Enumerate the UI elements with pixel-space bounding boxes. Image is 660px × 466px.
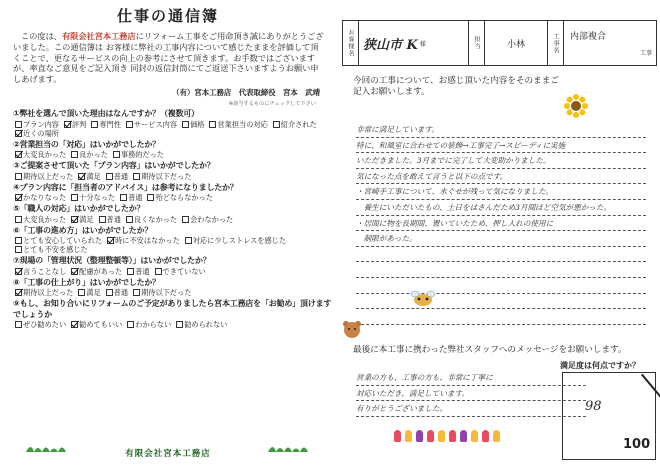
question: [13, 226, 336, 255]
checkbox[interactable]: [15, 216, 22, 223]
option-label: サービス内容: [133, 119, 178, 129]
option-label: 期待以下だった: [141, 171, 192, 181]
checkbox[interactable]: [15, 237, 22, 244]
option-label: 配慮があった: [79, 266, 123, 276]
option-list: [15, 236, 336, 254]
honorific: 様: [419, 40, 426, 48]
tulip-icon: [394, 430, 401, 442]
question-title: ①弊社を選んで頂いた理由はなんですか？（複数可）: [13, 109, 199, 119]
option[interactable]: [15, 245, 88, 254]
checkbox[interactable]: [78, 289, 85, 296]
question: [13, 278, 336, 297]
checkbox[interactable]: [106, 173, 113, 180]
option-label: できていない: [162, 266, 206, 276]
score-max: 100: [623, 437, 651, 452]
option-list: [15, 288, 336, 297]
intro-text: [13, 31, 326, 85]
checked-checkbox[interactable]: [64, 121, 71, 128]
checkbox[interactable]: [120, 194, 127, 201]
checkbox[interactable]: [15, 246, 22, 253]
option-label: 会わなかった: [190, 214, 234, 224]
checkbox[interactable]: [133, 173, 140, 180]
comment-line: ・宮崎手工事について、水ぐせが残って気になりました。: [356, 184, 646, 200]
option[interactable]: [113, 150, 164, 159]
option-label: 言うことなし: [23, 266, 67, 276]
staff-name: 小林: [485, 21, 548, 65]
option[interactable]: [209, 120, 267, 129]
comment-page: [338, 0, 660, 466]
sunflower-icon: [564, 94, 588, 118]
message-line: 対応いただき、満足しています。: [356, 386, 586, 402]
bee-icon: [410, 290, 436, 308]
option-list: [15, 215, 336, 224]
message-prompt: 最後に本工事に携わった弊社スタッフへのメッセージをお願いします。: [353, 345, 627, 355]
option-label: とても安心していられた: [23, 235, 103, 245]
comment-line: 気になった点を敢えて言うと以下の点です。: [356, 169, 646, 185]
option-label: 対応に少しストレスを感じた: [192, 235, 287, 245]
option-label: 満足: [86, 171, 101, 181]
option[interactable]: [15, 215, 66, 224]
option-label: 近くの場所: [23, 128, 59, 138]
checkbox[interactable]: [15, 121, 22, 128]
option[interactable]: [71, 320, 122, 329]
tulip-icon: [449, 430, 456, 442]
checked-checkbox[interactable]: [15, 268, 22, 275]
option-label: 良かった: [79, 150, 108, 160]
question: [13, 299, 336, 329]
option-label: 評判: [71, 119, 87, 129]
tulip-icon: [493, 430, 500, 442]
question-title: ②営業担当の「対応」はいかがでしたか？: [13, 139, 160, 149]
question-title: ⑤「職人の対応」はいかがでしたか？: [13, 204, 145, 214]
option[interactable]: [15, 288, 73, 297]
option-label: 殆どならなかった: [155, 193, 213, 203]
option-list: [15, 150, 336, 159]
checkbox[interactable]: [126, 121, 133, 128]
option-label: 普通: [128, 193, 143, 203]
intro-part2: にリフォーム工事をご用命頂き誠にありがとうございました。この通信簿は お客様に弊社の工事内容について感じたままを評価して頂くことで、更なるサービスの向上の参考にさせて頂きます。お手数ではございますが、率直なご意見をご記入頂き 同封の返信封筒にてご返送下さいますようお願い申しあげます。: [13, 31, 324, 85]
option[interactable]: [91, 120, 121, 129]
option-label: 期待以上だった: [23, 288, 74, 298]
signature: （有）宮本工務店 代表取締役 宮本 武靖: [172, 88, 320, 98]
option-label: 満足: [86, 288, 101, 298]
comment-line: [356, 294, 646, 310]
footer-company: 有限会社宮本工務店: [125, 449, 211, 460]
option[interactable]: [185, 236, 286, 245]
option[interactable]: [15, 193, 66, 202]
question-title: ⑧「工事の仕上がり」はいかがでしたか？: [13, 277, 160, 287]
tulip-icon: [405, 430, 412, 442]
option[interactable]: [71, 193, 115, 202]
staff-label: 担当: [473, 36, 480, 50]
option-label: 良くなかった: [133, 214, 178, 224]
comment-line: [356, 278, 646, 294]
checkbox[interactable]: [127, 268, 134, 275]
score-box: [562, 372, 656, 460]
option[interactable]: [78, 288, 100, 297]
option[interactable]: [127, 320, 171, 329]
option[interactable]: [155, 267, 206, 276]
comment-line: [356, 262, 646, 278]
question: [13, 161, 336, 180]
checkbox[interactable]: [176, 321, 183, 328]
checkbox[interactable]: [71, 194, 78, 201]
option-label: 十分なった: [79, 193, 116, 203]
option[interactable]: [15, 120, 59, 129]
company-name: 有限会社宮本工務店: [61, 31, 136, 41]
option[interactable]: [71, 150, 108, 159]
score-value: 98: [585, 399, 602, 414]
option[interactable]: [15, 320, 66, 329]
bear-icon: [342, 320, 362, 338]
satisfaction-label: 満足度は何点ですか？: [560, 361, 640, 370]
option-label: 営業担当の対応: [217, 119, 268, 129]
checkbox[interactable]: [113, 151, 120, 158]
checkbox[interactable]: [126, 216, 133, 223]
checked-checkbox[interactable]: [107, 237, 114, 244]
option[interactable]: [147, 193, 213, 202]
option-label: 普通: [135, 266, 150, 276]
comment-line: 非常に満足しています。: [356, 122, 646, 138]
checked-checkbox[interactable]: [15, 289, 22, 296]
option-label: ぜひ勧めたい: [23, 319, 67, 329]
option[interactable]: [15, 236, 102, 245]
checked-checkbox[interactable]: [71, 321, 78, 328]
question-title: ③ご提案させて頂いた「プラン内容」はいかがでしたか？: [13, 161, 215, 171]
option[interactable]: [133, 172, 191, 181]
option[interactable]: [99, 215, 121, 224]
option[interactable]: [133, 288, 191, 297]
option-label: プラン内容: [23, 119, 59, 129]
option-list: [15, 120, 336, 138]
customer-name-label: お客様名: [347, 29, 354, 57]
option[interactable]: [182, 215, 233, 224]
option[interactable]: [126, 215, 177, 224]
option[interactable]: [127, 267, 149, 276]
page-title: 仕事の通信簿: [116, 7, 219, 25]
option-label: とても不安を感じた: [23, 245, 88, 255]
option[interactable]: [15, 150, 66, 159]
checkbox[interactable]: [99, 216, 106, 223]
option-label: 紹介された: [280, 119, 317, 129]
option-label: 大変良かった: [23, 150, 67, 160]
checkbox[interactable]: [106, 289, 113, 296]
option-label: 普通: [113, 171, 129, 181]
customer-name-cell: [359, 21, 469, 65]
question-title: ⑨もし、お知り合いにリフォームのご予定がありましたら宮本工務店を「お勧め」頂けますでしょうか: [13, 299, 332, 319]
option-label: 時に不安はなかった: [115, 235, 180, 245]
option[interactable]: [107, 236, 180, 245]
checked-checkbox[interactable]: [15, 151, 22, 158]
checkbox[interactable]: [273, 121, 280, 128]
option[interactable]: [182, 120, 204, 129]
option-label: 事務的だった: [120, 150, 165, 160]
option-label: かなりなった: [23, 193, 67, 203]
option-label: 価格: [190, 119, 205, 129]
tulip-icon: [482, 430, 489, 442]
option-label: 普通: [106, 214, 121, 224]
comment-line: 養生にいただいたもの、土日をはさんだため3月間ほど空気が悪かった。: [356, 200, 646, 216]
tulip-icon: [471, 430, 478, 442]
work-label: 工事名: [552, 32, 559, 54]
check-hint: ※該当するものにチェックして下さい: [228, 100, 316, 107]
option[interactable]: [273, 120, 317, 129]
option-label: 勧められない: [184, 319, 228, 329]
customer-header: [342, 20, 657, 66]
comment-line: [356, 309, 646, 325]
option[interactable]: [176, 320, 227, 329]
checkbox[interactable]: [209, 121, 216, 128]
question: [13, 256, 336, 275]
option-list: [15, 267, 336, 276]
comment-prompt: 今回の工事について、お感じ頂いた内容をそのままご記入お願いします。: [353, 76, 559, 98]
checkbox[interactable]: [185, 237, 192, 244]
checked-checkbox[interactable]: [15, 130, 22, 137]
option-label: 満足: [79, 214, 94, 224]
question: [13, 204, 336, 223]
work-suffix: 工事: [639, 50, 652, 57]
work-name: 内部複合: [570, 32, 607, 42]
question-title: ⑥「工事の進め方」はいかがでしたか？: [13, 225, 153, 235]
checked-checkbox[interactable]: [71, 268, 78, 275]
checkbox[interactable]: [155, 268, 162, 275]
tulip-icon: [438, 430, 445, 442]
checkbox[interactable]: [133, 289, 140, 296]
checkbox[interactable]: [182, 216, 189, 223]
option[interactable]: [15, 129, 59, 138]
comment-lines: [356, 122, 646, 325]
option[interactable]: [126, 120, 177, 129]
checkbox[interactable]: [15, 321, 22, 328]
comment-line: いただきました。3月までに完了して大変助かりました。: [356, 153, 646, 169]
option[interactable]: [106, 172, 128, 181]
option[interactable]: [15, 172, 73, 181]
comment-line: 特に、和風室に合わせての装飾→工事完了→スピーディに実施: [356, 138, 646, 154]
checkbox[interactable]: [15, 173, 22, 180]
checked-checkbox[interactable]: [15, 194, 22, 201]
message-lines: [356, 370, 586, 417]
option-list: [15, 320, 336, 329]
option[interactable]: [15, 267, 66, 276]
checked-checkbox[interactable]: [78, 173, 85, 180]
question-list: [0, 109, 336, 329]
option[interactable]: [78, 172, 100, 181]
option-label: 勧めてもいい: [79, 319, 123, 329]
option-list: [15, 172, 336, 181]
option-list: [15, 193, 336, 202]
option[interactable]: [64, 120, 86, 129]
checked-checkbox[interactable]: [71, 216, 78, 223]
question: [13, 140, 336, 159]
option[interactable]: [71, 267, 122, 276]
work-cell: [564, 21, 656, 65]
checkbox[interactable]: [91, 121, 98, 128]
checkbox[interactable]: [71, 151, 78, 158]
question-title: ⑦現場の「管理状況（整理整頓等）」はいかがでしたか？: [13, 256, 211, 266]
customer-name: 狭山市 K: [363, 37, 418, 53]
option-label: 期待以下だった: [141, 288, 192, 298]
comment-line: ・居間に物を長期間、置いていたため、押し入れの使用に: [356, 216, 646, 232]
tulip-decoration: [394, 430, 500, 442]
option[interactable]: [71, 215, 93, 224]
tulip-icon: [427, 430, 434, 442]
question: [13, 183, 336, 202]
tulip-icon: [460, 430, 467, 442]
option[interactable]: [106, 288, 128, 297]
option-label: 専門性: [99, 119, 121, 129]
message-line: 有りがとうございました。: [356, 401, 586, 417]
option-label: わからない: [135, 319, 172, 329]
option-label: 大変良かった: [23, 214, 67, 224]
option[interactable]: [120, 193, 142, 202]
message-line: 営業の方も、工事の方も、非常に丁寧に: [356, 370, 586, 386]
comment-line: 制限があった。: [356, 231, 646, 247]
question-title: ④プラン内容に「担当者のアドバイス」は参考になりましたか？: [13, 182, 238, 192]
question: [13, 109, 336, 138]
option-label: 期待以上だった: [23, 171, 74, 181]
checkbox[interactable]: [147, 194, 154, 201]
intro-part1: この度は、: [21, 31, 62, 41]
tulip-icon: [416, 430, 423, 442]
checkbox[interactable]: [182, 121, 189, 128]
comment-line: [356, 247, 646, 263]
option-label: 普通: [113, 288, 129, 298]
checkbox[interactable]: [127, 321, 134, 328]
